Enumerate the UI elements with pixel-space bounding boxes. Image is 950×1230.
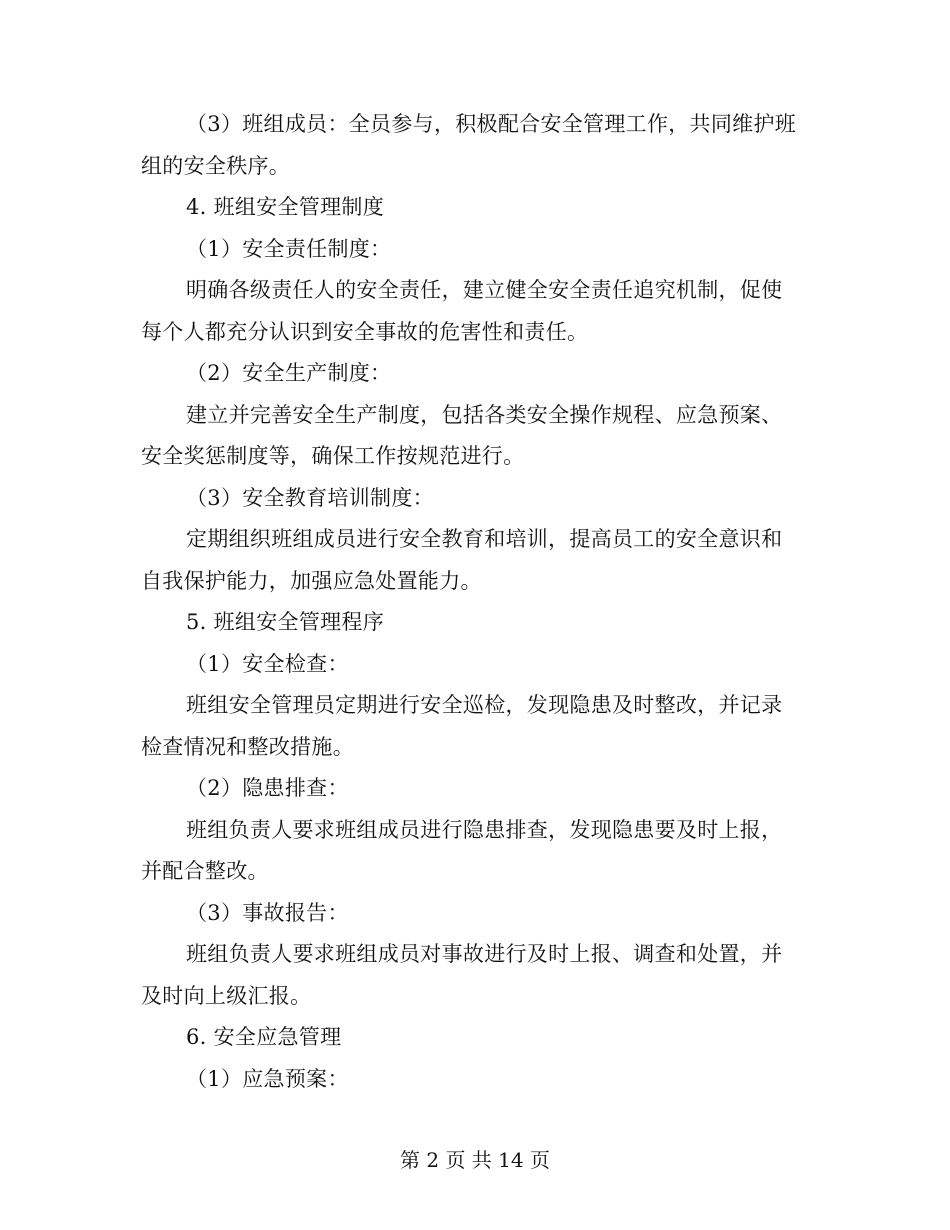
paragraph-line: 明确各级责任人的安全责任，建立健全安全责任追究机制，促使 [186, 278, 783, 302]
section-heading: 6. 安全应急管理 [186, 1025, 342, 1049]
subsection-heading: （1）应急预案： [186, 1066, 349, 1091]
paragraph-line: 班组负责人要求班组成员进行隐患排查，发现隐患要及时上报， [186, 817, 783, 842]
paragraph-line: 自我保护能力，加强应急处置能力。 [141, 568, 482, 593]
paragraph-line: 定期组织班组成员进行安全教育和培训，提高员工的安全意识和 [186, 527, 783, 551]
section-heading: 4. 班组安全管理制度 [186, 195, 385, 219]
paragraph-line: 检查情况和整改措施。 [141, 734, 354, 759]
document-body [141, 104, 811, 1100]
paragraph-line: 并配合整改。 [141, 859, 269, 883]
paragraph-line: 每个人都充分认识到安全事故的危害性和责任。 [141, 319, 589, 344]
paragraph-line: 班组安全管理员定期进行安全巡检，发现隐患及时整改，并记录 [186, 693, 783, 717]
subsection-heading: （3）事故报告： [186, 900, 349, 925]
subsection-heading: （1）安全责任制度： [186, 236, 392, 261]
subsection-heading: （2）安全生产制度： [186, 361, 392, 385]
subsection-heading: （3）安全教育培训制度： [186, 485, 434, 510]
paragraph-line: （3）班组成员：全员参与，积极配合安全管理工作，共同维护班 [186, 112, 797, 136]
subsection-heading: （2）隐患排查： [186, 776, 349, 800]
paragraph-line: 组的安全秩序。 [141, 153, 291, 178]
paragraph-line: 安全奖惩制度等，确保工作按规范进行。 [141, 444, 525, 468]
subsection-heading: （1）安全检查： [186, 651, 349, 676]
section-heading: 5. 班组安全管理程序 [186, 610, 385, 634]
paragraph-line: 建立并完善安全生产制度，包括各类安全操作规程、应急预案、 [186, 402, 783, 427]
paragraph-line: 班组负责人要求班组成员对事故进行及时上报、调查和处置，并 [186, 942, 783, 966]
paragraph-line: 及时向上级汇报。 [141, 983, 312, 1008]
page-number-footer: 第 2 页 共 14 页 [400, 1148, 550, 1172]
